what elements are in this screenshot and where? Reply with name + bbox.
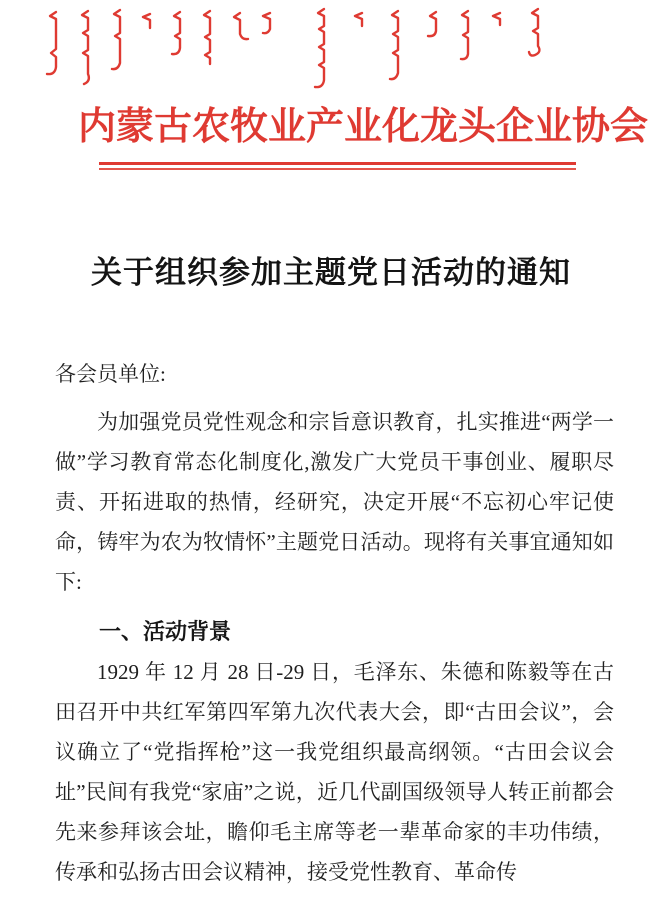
paragraph: 为加强党员党性观念和宗旨意识教育，扎实推进“两学一做”学习教育常态化制度化,激发广大党员干事创业、履职尽责、开拓进取的热情，经研究，决定开展“不忘初心牢记使命，铸牢为农为牧情怀”主题党日活动。现将有关事宜通知如下: xyxy=(55,410,614,594)
letterhead xyxy=(0,0,662,170)
organization-name: 内蒙古农牧业产业化龙头企业协会 xyxy=(78,106,649,148)
salutation: 各会员单位: xyxy=(55,362,166,386)
paragraph: 1929 年 12 月 28 日-29 日，毛泽东、朱德和陈毅等在古田召开中共红军第四军第九次代表大会，即“古田会议”，会议确立了“党指挥枪”这一我党组织最高纲领。“古田会议会址”民间有我党“家庙”之说，近几代副国级领导人转正前都会先来参拜该会址，瞻仰毛主席等老一辈革命家的丰功伟绩，传承和弘扬古田会议精神，接受党性教育、革命传 xyxy=(55,660,614,884)
masthead-divider xyxy=(99,162,576,170)
mongolian-script-icon xyxy=(42,0,620,100)
divider-thin-line xyxy=(99,168,576,170)
document-body xyxy=(55,354,614,892)
divider-thick-line xyxy=(99,162,576,165)
section-heading: 一、活动背景 xyxy=(99,619,232,644)
document-title: 关于组织参加主题党日活动的通知 xyxy=(91,255,571,290)
